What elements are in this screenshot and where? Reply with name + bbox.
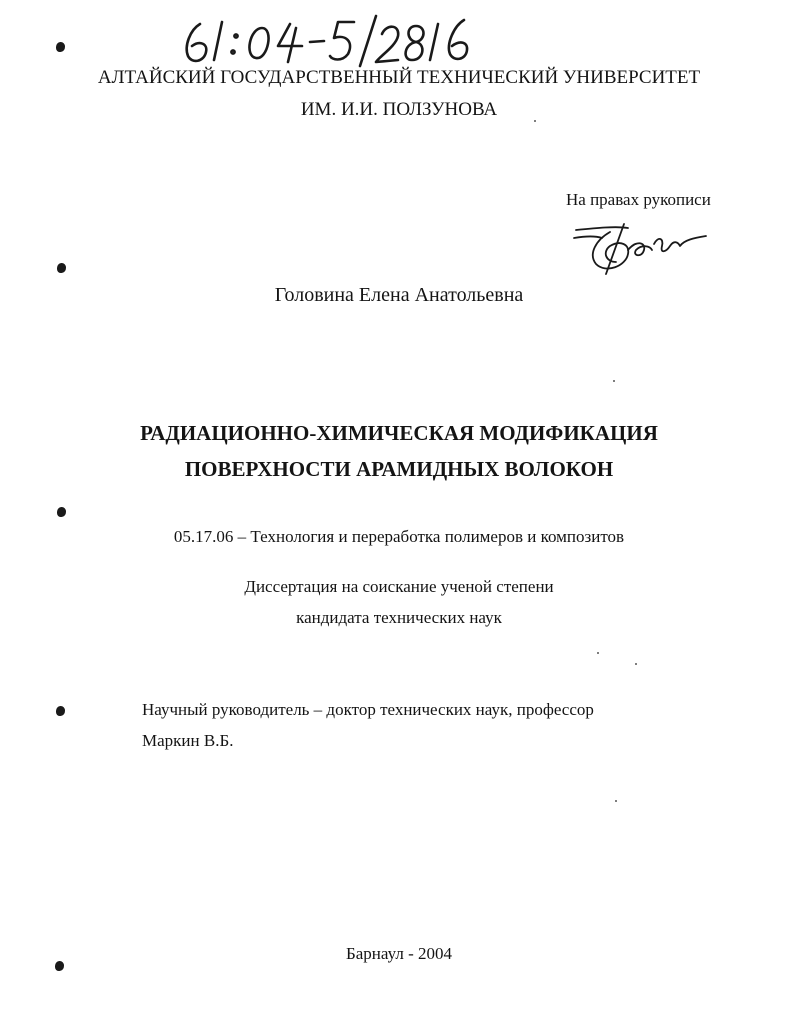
- city-year: Барнаул - 2004: [346, 944, 452, 963]
- punch-hole-mark: [56, 706, 65, 716]
- punch-hole-mark: [57, 263, 66, 273]
- punch-hole-mark: [56, 42, 65, 52]
- punch-hole-mark: [55, 961, 64, 971]
- university-name: АЛТАЙСКИЙ ГОСУДАРСТВЕННЫЙ ТЕХНИЧЕСКИЙ УНИВЕРСИТЕТ: [97, 67, 701, 88]
- manuscript-rights-label: На правах рукописи: [566, 190, 711, 209]
- scan-speck: [534, 120, 536, 122]
- handwritten-catalog-number: [170, 10, 470, 72]
- scan-speck: [615, 800, 617, 802]
- author-signature: [566, 210, 716, 280]
- degree-statement: Диссертация на соискание ученой степени: [244, 577, 554, 596]
- scan-speck: [597, 652, 599, 654]
- specialty-code: 05.17.06 – Технология и переработка полимеров и композитов: [173, 527, 625, 546]
- university-name-line2: ИМ. И.И. ПОЛЗУНОВА: [300, 99, 498, 120]
- punch-hole-mark: [57, 507, 66, 517]
- degree-statement-line2: кандидата технических наук: [296, 608, 502, 627]
- dissertation-title: РАДИАЦИОННО-ХИМИЧЕСКАЯ МОДИФИКАЦИЯ: [140, 421, 658, 445]
- author-name: Головина Елена Анатольевна: [274, 284, 524, 306]
- dissertation-title-line2: ПОВЕРХНОСТИ АРАМИДНЫХ ВОЛОКОН: [184, 457, 614, 481]
- scan-speck: [613, 380, 615, 382]
- supervisor-title: Научный руководитель – доктор технических наук, профессор: [142, 700, 594, 719]
- scan-speck: [635, 663, 637, 665]
- supervisor-name: Маркин В.Б.: [142, 731, 234, 750]
